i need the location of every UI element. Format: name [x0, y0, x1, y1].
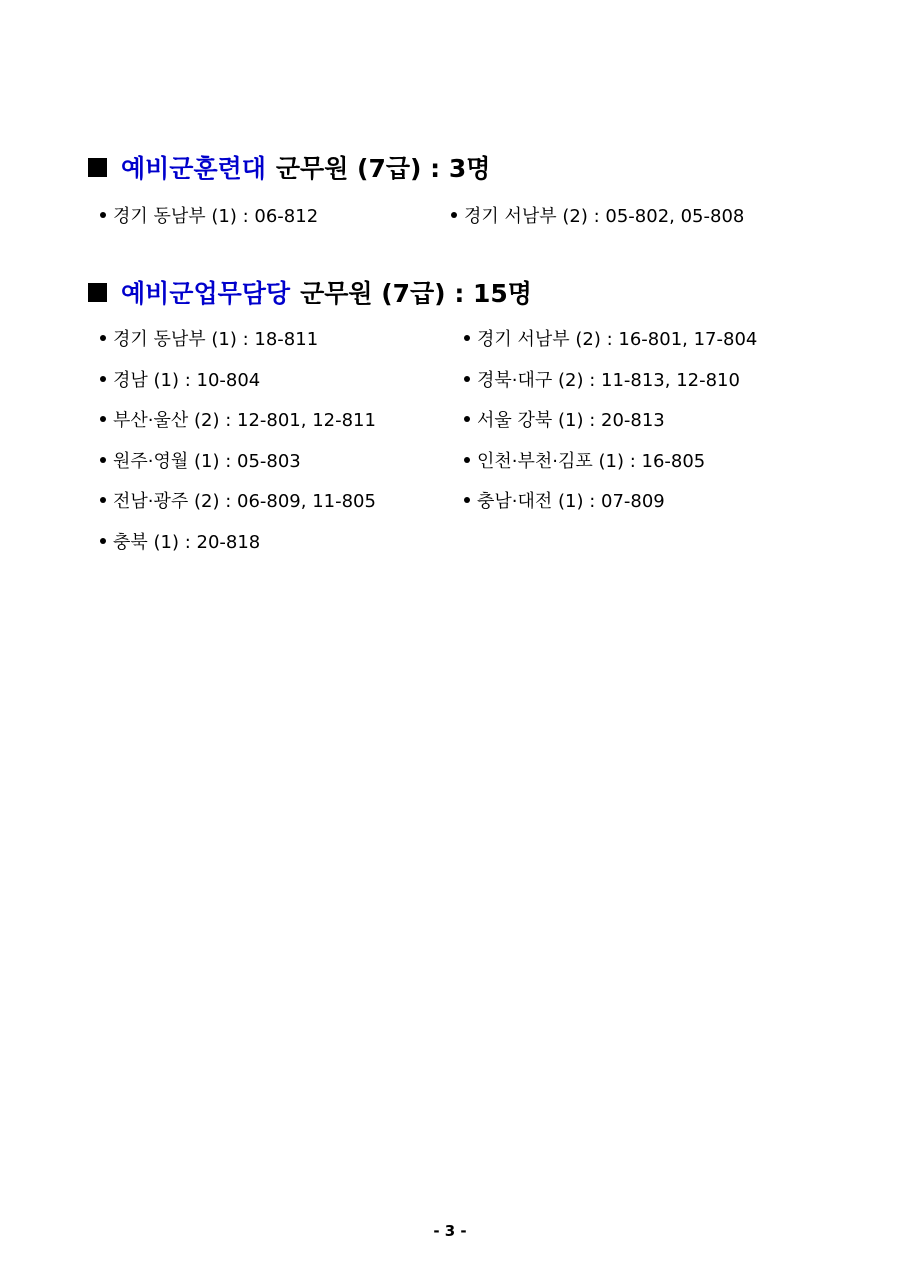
bullet-dot-icon [100, 376, 106, 382]
section-heading-reserve-affairs [88, 274, 532, 310]
list-item [100, 447, 301, 473]
bullet-dot-icon [464, 457, 470, 463]
heading-rest-text: 군무원 (7급) : 15명 [300, 279, 532, 308]
bullet-dot-icon [464, 416, 470, 422]
list-item [100, 325, 318, 351]
heading-accent-text: 예비군업무담당 [121, 279, 291, 308]
page-number: - 3 - [433, 1222, 467, 1240]
list-item-text: 경기 서남부 (2) : 05-802, 05-808 [464, 206, 745, 227]
list-item [100, 366, 260, 392]
list-item [464, 325, 757, 351]
list-item-text: 충남·대전 (1) : 07-809 [477, 491, 665, 512]
bullet-dot-icon [100, 212, 106, 218]
heading-accent-text: 예비군훈련대 [121, 154, 266, 183]
list-item-text: 경기 동남부 (1) : 06-812 [113, 206, 319, 227]
list-item-text: 원주·영월 (1) : 05-803 [113, 451, 301, 472]
bullet-dot-icon [100, 335, 106, 341]
list-item [100, 406, 376, 432]
bullet-dot-icon [100, 416, 106, 422]
list-item-text: 충북 (1) : 20-818 [113, 532, 261, 553]
heading-rest-text: 군무원 (7급) : 3명 [275, 154, 491, 183]
list-item [100, 202, 318, 228]
black-square-icon [88, 158, 107, 177]
bullet-dot-icon [464, 335, 470, 341]
bullet-dot-icon [100, 457, 106, 463]
list-item [451, 202, 744, 228]
list-item-text: 서울 강북 (1) : 20-813 [477, 410, 665, 431]
bullet-dot-icon [464, 376, 470, 382]
list-item [464, 366, 740, 392]
list-item-text: 경기 서남부 (2) : 16-801, 17-804 [477, 329, 758, 350]
bullet-dot-icon [100, 497, 106, 503]
list-item-text: 경남 (1) : 10-804 [113, 370, 261, 391]
list-item [464, 406, 665, 432]
list-item [464, 487, 665, 513]
list-item [100, 528, 260, 554]
black-square-icon [88, 283, 107, 302]
bullet-dot-icon [464, 497, 470, 503]
list-item-text: 인천·부천·김포 (1) : 16-805 [477, 451, 706, 472]
list-item-text: 전남·광주 (2) : 06-809, 11-805 [113, 491, 376, 512]
list-item-text: 부산·울산 (2) : 12-801, 12-811 [113, 410, 376, 431]
list-item [464, 447, 705, 473]
bullet-dot-icon [451, 212, 457, 218]
list-item [100, 487, 376, 513]
section-heading-training-unit [88, 149, 490, 185]
list-item-text: 경기 동남부 (1) : 18-811 [113, 329, 319, 350]
list-item-text: 경북·대구 (2) : 11-813, 12-810 [477, 370, 740, 391]
bullet-dot-icon [100, 538, 106, 544]
